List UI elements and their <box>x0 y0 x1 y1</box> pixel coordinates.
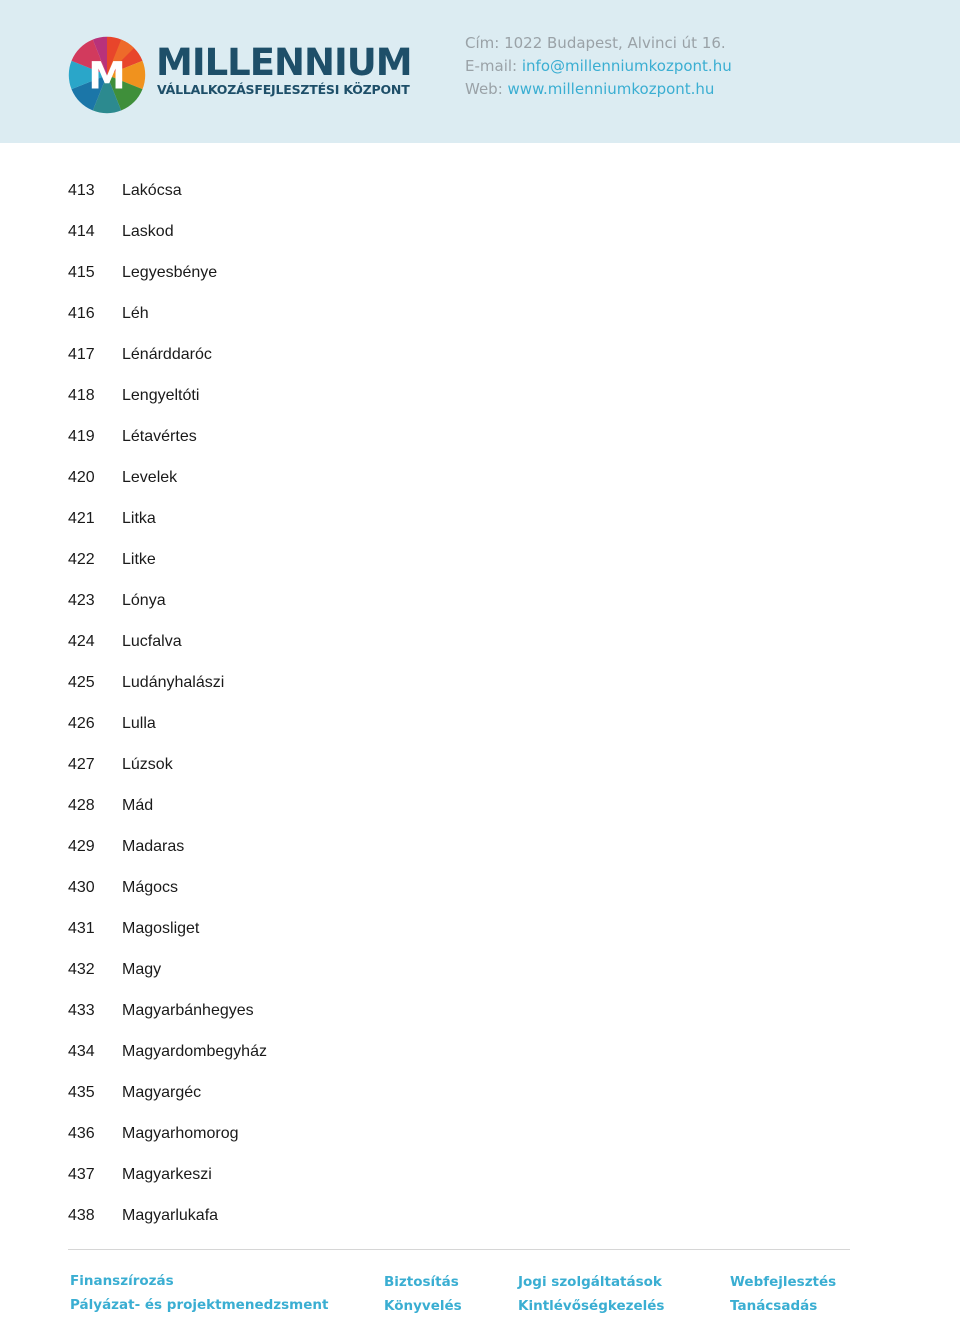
web-label: Web: <box>465 80 508 98</box>
item-number: 437 <box>68 1165 95 1183</box>
list-item <box>68 170 568 211</box>
brand-subtitle: VÁLLALKOZÁSFEJLESZTÉSI KÖZPONT <box>157 82 410 97</box>
list-item <box>68 580 568 621</box>
contact-email-line <box>465 55 732 78</box>
item-number: 432 <box>68 960 95 978</box>
contact-web-line <box>465 78 732 101</box>
item-number: 416 <box>68 304 95 322</box>
item-name: Magy <box>122 960 162 978</box>
list-item <box>68 375 568 416</box>
item-name: Levelek <box>122 468 178 486</box>
item-number: 414 <box>68 222 95 240</box>
item-number: 429 <box>68 837 95 855</box>
item-name: Magyarkeszi <box>122 1165 212 1183</box>
item-name: Magyarhomorog <box>122 1124 239 1142</box>
email-link[interactable]: info@millenniumkozpont.hu <box>521 57 732 75</box>
list-item <box>68 621 568 662</box>
item-name: Laskod <box>122 222 174 240</box>
footer-link-biztositas[interactable]: Biztosítás <box>384 1274 459 1290</box>
item-number: 435 <box>68 1083 95 1101</box>
list-item <box>68 293 568 334</box>
item-name: Magyargéc <box>122 1083 202 1101</box>
item-name: Litka <box>122 509 156 527</box>
footer-link-jogi[interactable]: Jogi szolgáltatások <box>518 1274 662 1290</box>
item-name: Magyarbánhegyes <box>122 1001 254 1019</box>
item-name: Lakócsa <box>122 181 182 199</box>
list-item <box>68 785 568 826</box>
settlement-list <box>68 170 568 1236</box>
footer-divider <box>68 1249 850 1250</box>
item-name: Madaras <box>122 837 185 855</box>
item-number: 418 <box>68 386 95 404</box>
list-item <box>68 1154 568 1195</box>
list-item <box>68 1072 568 1113</box>
item-number: 430 <box>68 878 95 896</box>
page-header <box>0 0 960 143</box>
item-number: 433 <box>68 1001 95 1019</box>
list-item <box>68 416 568 457</box>
footer-link-kintlevoseg[interactable]: Kintlévőségkezelés <box>518 1298 665 1314</box>
item-name: Magyardombegyház <box>122 1042 267 1060</box>
item-number: 428 <box>68 796 95 814</box>
item-number: 426 <box>68 714 95 732</box>
list-item <box>68 498 568 539</box>
footer-link-konyveles[interactable]: Könyvelés <box>384 1298 462 1314</box>
item-name: Mád <box>122 796 154 814</box>
contact-block <box>465 32 732 101</box>
contact-address: Cím: 1022 Budapest, Alvinci út 16. <box>465 34 726 52</box>
item-number: 417 <box>68 345 95 363</box>
millennium-logo-icon <box>68 36 146 114</box>
item-number: 422 <box>68 550 95 568</box>
item-number: 415 <box>68 263 95 281</box>
item-name: Léh <box>122 304 149 322</box>
item-number: 425 <box>68 673 95 691</box>
item-name: Magosliget <box>122 919 200 937</box>
footer-link-finanszirozas[interactable]: Finanszírozás <box>70 1273 174 1289</box>
list-item <box>68 949 568 990</box>
item-name: Lónya <box>122 591 166 609</box>
web-link[interactable]: www.millenniumkozpont.hu <box>507 80 715 98</box>
item-number: 413 <box>68 181 95 199</box>
item-name: Magyarlukafa <box>122 1206 219 1224</box>
item-number: 436 <box>68 1124 95 1142</box>
item-name: Lénárddaróc <box>122 345 212 363</box>
item-number: 424 <box>68 632 95 650</box>
list-item <box>68 662 568 703</box>
list-item <box>68 1031 568 1072</box>
list-item <box>68 990 568 1031</box>
list-item <box>68 252 568 293</box>
item-name: Létavértes <box>122 427 197 445</box>
footer-link-palyazat[interactable]: Pályázat- és projektmenedzsment <box>70 1297 329 1313</box>
item-name: Lulla <box>122 714 156 732</box>
list-item <box>68 539 568 580</box>
item-name: Legyesbénye <box>122 263 218 281</box>
item-number: 427 <box>68 755 95 773</box>
list-item <box>68 826 568 867</box>
item-number: 423 <box>68 591 95 609</box>
email-label: E-mail: <box>465 57 522 75</box>
item-number: 419 <box>68 427 95 445</box>
item-number: 431 <box>68 919 95 937</box>
list-item <box>68 1113 568 1154</box>
item-name: Ludányhalászi <box>122 673 225 691</box>
item-name: Lengyeltóti <box>122 386 200 404</box>
list-item <box>68 867 568 908</box>
item-number: 438 <box>68 1206 95 1224</box>
footer-link-webfejlesztes[interactable]: Webfejlesztés <box>730 1274 837 1290</box>
list-item <box>68 334 568 375</box>
item-name: Lúzsok <box>122 755 173 773</box>
list-item <box>68 1195 568 1236</box>
logo-letter: M <box>88 53 126 98</box>
item-number: 421 <box>68 509 95 527</box>
item-name: Lucfalva <box>122 632 182 650</box>
item-name: Litke <box>122 550 156 568</box>
list-item <box>68 211 568 252</box>
list-item <box>68 457 568 498</box>
list-item <box>68 744 568 785</box>
list-item <box>68 703 568 744</box>
item-number: 434 <box>68 1042 95 1060</box>
footer-link-tanacsadas[interactable]: Tanácsadás <box>730 1298 818 1314</box>
item-name: Mágocs <box>122 878 179 896</box>
item-number: 420 <box>68 468 95 486</box>
brand-name: MILLENNIUM <box>156 41 412 84</box>
list-item <box>68 908 568 949</box>
